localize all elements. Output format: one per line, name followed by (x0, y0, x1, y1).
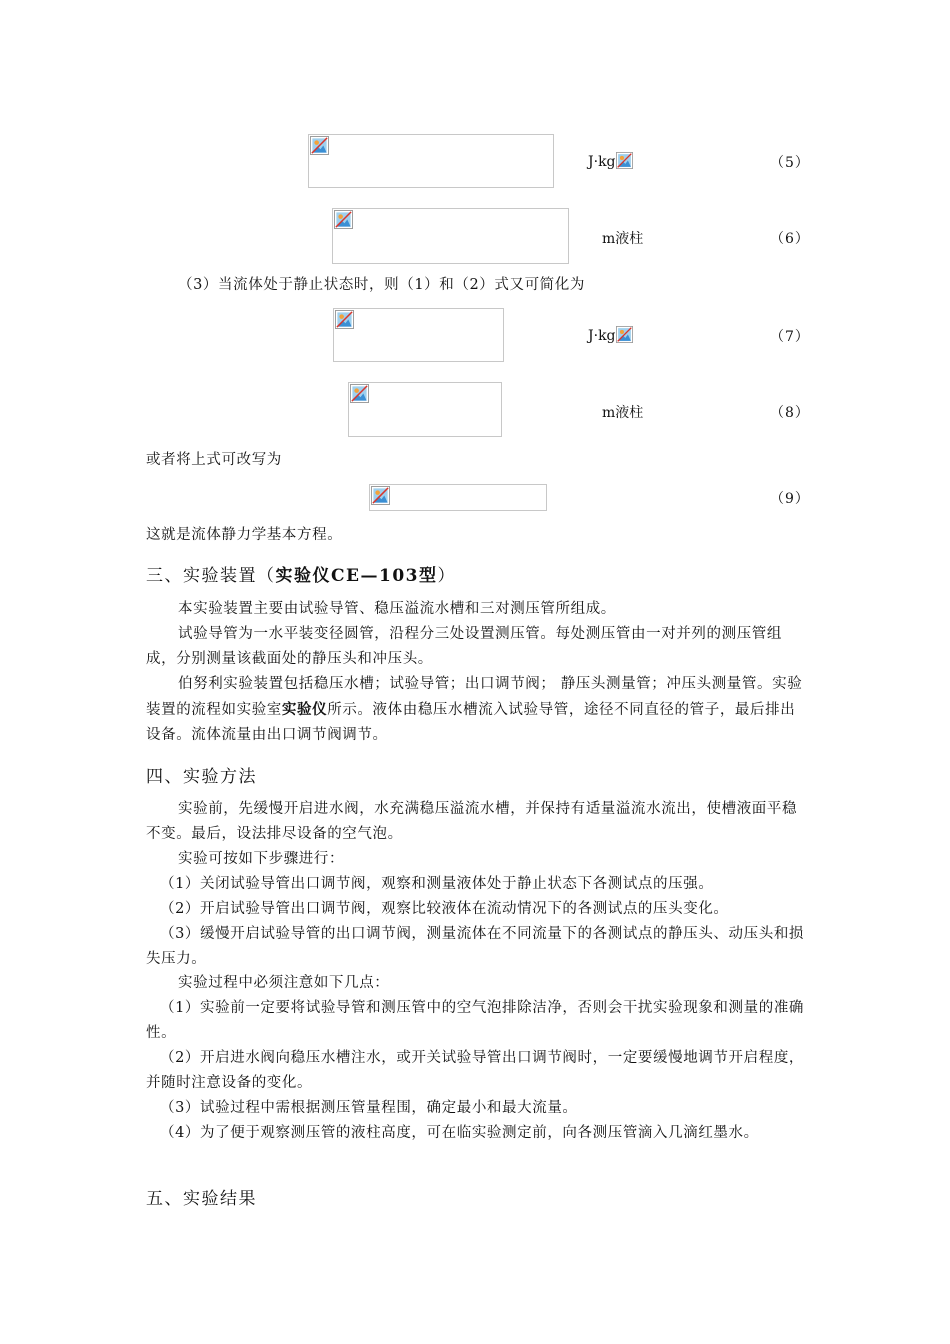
broken-image-icon (371, 486, 390, 505)
section-3-paragraph-2: 试验导管为一水平装变径圆管，沿程分三处设置测压管。每处测压管由一对并列的测压管组成，分别测量该截面处的静压头和冲压头。 (146, 626, 782, 667)
broken-image-icon (310, 136, 329, 155)
equation-7-number: （7） (770, 329, 810, 345)
equation-9-image (369, 484, 547, 511)
equation-5-image (308, 134, 554, 188)
step-3: （3）缓慢开启试验导管的出口调节阀，测量流体在不同流量下的各测试点的静压头、动压头和损失压力。 (146, 926, 805, 967)
equation-7-unit: J·kg (588, 326, 633, 344)
equation-5-unit: J·kg (588, 152, 633, 170)
note-1: （1）实验前一定要将试验导管和测压管中的空气泡排除洁净，否则会干扰实验现象和测量的准确性。 (146, 1000, 805, 1041)
section-4-paragraph-3: 实验过程中必须注意如下几点： (178, 975, 390, 991)
equation-8-image (348, 382, 502, 437)
broken-image-icon (616, 326, 633, 343)
equation-6-unit: m液柱 (602, 231, 644, 247)
note-3: （3）试验过程中需根据测压管量程围，确定最小和最大流量。 (160, 1100, 578, 1116)
section-4-title: 四、实验方法 (146, 767, 257, 787)
conclusion-line: 这就是流体静力学基本方程。 (146, 527, 343, 543)
equation-8-unit: m液柱 (602, 405, 644, 421)
section-3-paragraph-1: 本实验装置主要由试验导管、稳压溢流水槽和三对测压管所组成。 (178, 601, 616, 617)
section-3-paragraph-3: 伯努利实验装置包括稳压水槽；试验导管；出口调节阀； 静压头测量管；冲压头测量管。实验装置的流程如实验室实验仪所示。液体由稳压水槽流入试验导管，途径不同直径的管子，最后排出设备。流体流量由出口调节阀调节。 (146, 676, 803, 743)
broken-image-icon (335, 310, 354, 329)
note-4: （4）为了便于观察测压管的液柱高度，可在临实验测定前，向各测压管滴入几滴红墨水。 (160, 1125, 759, 1141)
step-1: （1）关闭试验导管出口调节阀，观察和测量液体处于静止状态下各测试点的压强。 (160, 876, 714, 892)
equation-7-image (333, 308, 504, 362)
section-3-title: 三、实验装置（实验仪CE—103型） (146, 566, 456, 586)
rewrite-line: 或者将上式可改写为 (146, 452, 282, 468)
equation-5-number: （5） (770, 155, 810, 171)
broken-image-icon (334, 210, 353, 229)
broken-image-icon (350, 384, 369, 403)
equation-9-number: （9） (770, 491, 810, 507)
note-2: （2）开启进水阀向稳压水槽注水，或开关试验导管出口调节阀时，一定要缓慢地调节开启程度，并随时注意设备的变化。 (146, 1050, 805, 1091)
static-intro: （3）当流体处于静止状态时，则（1）和（2）式又可简化为 (178, 277, 585, 293)
equation-8-number: （8） (770, 405, 810, 421)
section-4-paragraph-2: 实验可按如下步骤进行： (178, 851, 345, 867)
section-5-title: 五、实验结果 (146, 1189, 257, 1209)
section-4-paragraph-1: 实验前，先缓慢开启进水阀，水充满稳压溢流水槽，并保持有适量溢流水流出，使槽液面平稳不变。最后，设法排尽设备的空气泡。 (146, 801, 798, 842)
step-2: （2）开启试验导管出口调节阀，观察比较液体在流动情况下的各测试点的压头变化。 (160, 901, 729, 917)
equation-6-image (332, 208, 569, 264)
broken-image-icon (616, 152, 633, 169)
equation-6-number: （6） (770, 231, 810, 247)
